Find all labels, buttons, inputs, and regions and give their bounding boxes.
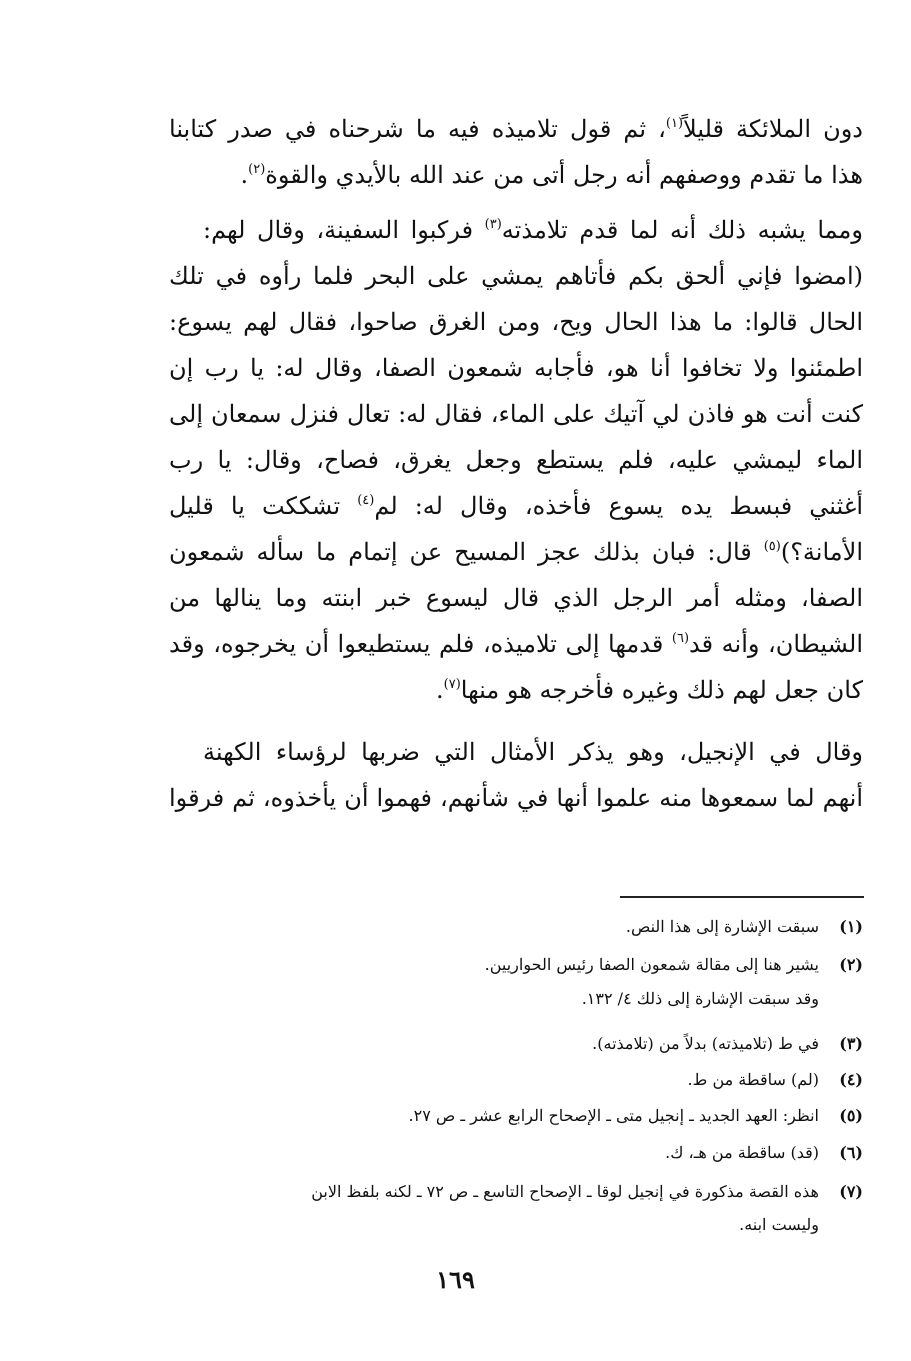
footnote-number: (٢) [839,955,863,974]
footnote-text: (لم) ساقطة من ط. [687,1070,819,1089]
footnote-2-continued [163,986,863,1012]
footnote-text: انظر: العهد الجديد ـ إنجيل متى ـ الإصحاح الرابع عشر ـ ص ٢٧. [408,1106,819,1125]
footnote-5 [163,1103,863,1129]
body-line-9: أغثني فبسط يده يسوع فأخذه، وقال له: لم$^{(٤)}$ تشككت يا قليل [169,492,863,520]
footnote-number: (٧) [839,1182,863,1201]
body-line-7: كنت أنت هو فاذن لي آتيك على الماء، فقال له: تعال فنزل سمعان إلى [169,400,863,428]
footnote-text: يشير هنا إلى مقالة شمعون الصفا رئيس الحواريين. [484,955,819,974]
footnote-text: في ط (تلاميذته) بدلاً من (تلامذته). [592,1034,819,1053]
body-line-3: ومما يشبه ذلك أنه لما قدم تلامذته$^{(٣)}$ فركبوا السفينة، وقال لهم: [203,216,863,244]
body-line-15: أنهم لما سمعوها منه علموا أنها في شأنهم، فهموا أن يأخذوه، ثم فرقوا [169,784,863,812]
footnote-ref-4[interactable]: (٤) [357,493,375,508]
footnote-text: وليست ابنه. [739,1215,819,1234]
page-number: ١٦٩ [436,1265,475,1294]
body-line-2: هذا ما تقدم ووصفهم أنه رجل أتى من عند الله بالأيدي والقوة$^{(٢)}$. [240,161,863,189]
body-line-5: الحال قالوا: ما هذا الحال ويح، ومن الغرق صاحوا، فقال لهم يسوع: [169,308,863,336]
footnote-text: سبقت الإشارة إلى هذا النص. [625,917,819,936]
footnote-ref-3[interactable]: (٣) [484,217,502,232]
body-line-12: الشيطان، وأنه قد$^{(٦)}$ قدمها إلى تلاميذه، فلم يستطيعوا أن يخرجوه، وقد [169,630,863,658]
body-line-4: (امضوا فإني ألحق بكم فأتاهم يمشي على البحر فلما رأوه في تلك [169,262,863,290]
body-line-8: الماء ليمشي عليه، فلم يستطع وجعل يغرق، فصاح، وقال: يا رب [169,446,863,474]
footnote-text: وقد سبقت الإشارة إلى ذلك ٤/ ١٣٢. [581,989,819,1008]
footnote-4 [163,1067,863,1093]
footnote-2 [163,952,863,978]
footnote-ref-2[interactable]: (٢) [248,162,266,177]
body-line-13: كان جعل لهم ذلك وغيره فأخرجه هو منها$^{(٧)}$. [435,676,863,704]
body-line-10: الأمانة؟)$^{(٥)}$ قال: فبان بذلك عجز المسيح عن إتمام ما سأله شمعون [169,538,863,566]
footnote-number: (٥) [839,1106,863,1125]
footnote-ref-7[interactable]: (٧) [443,677,461,692]
body-line-6: اطمئنوا ولا تخافوا أنا هو، فأجابه شمعون الصفا، وقال له: يا رب إن [169,354,863,382]
body-line-11: الصفا، ومثله أمر الرجل الذي قال ليسوع خبر ابنته وما ينالها من [169,584,863,612]
footnote-3 [163,1031,863,1057]
footnote-7-continued [163,1212,863,1238]
body-line-14: وقال في الإنجيل، وهو يذكر الأمثال التي ضربها لرؤساء الكهنة [203,738,863,766]
body-line-1: دون الملائكة قليلاً$^{(١)}$، ثم قول تلاميذه فيه ما شرحناه في صدر كتابنا [169,115,863,143]
footnote-number: (٦) [839,1143,863,1162]
footnote-ref-5[interactable]: (٥) [763,539,781,554]
footnote-text: هذه القصة مذكورة في إنجيل لوقا ـ الإصحاح التاسع ـ ص ٧٢ ـ لكنه بلفظ الابن [311,1182,819,1201]
footnote-1 [163,914,863,940]
footnote-ref-6[interactable]: (٦) [671,631,690,646]
footnote-number: (٣) [839,1034,863,1053]
footnote-separator [620,896,864,898]
footnote-number: (١) [839,917,863,936]
footnote-text: (قد) ساقطة من هـ، ك. [665,1143,819,1162]
footnote-ref-1[interactable]: (١) [665,116,684,131]
footnote-number: (٤) [839,1070,863,1089]
footnote-7 [163,1179,863,1205]
footnote-6 [163,1140,863,1166]
